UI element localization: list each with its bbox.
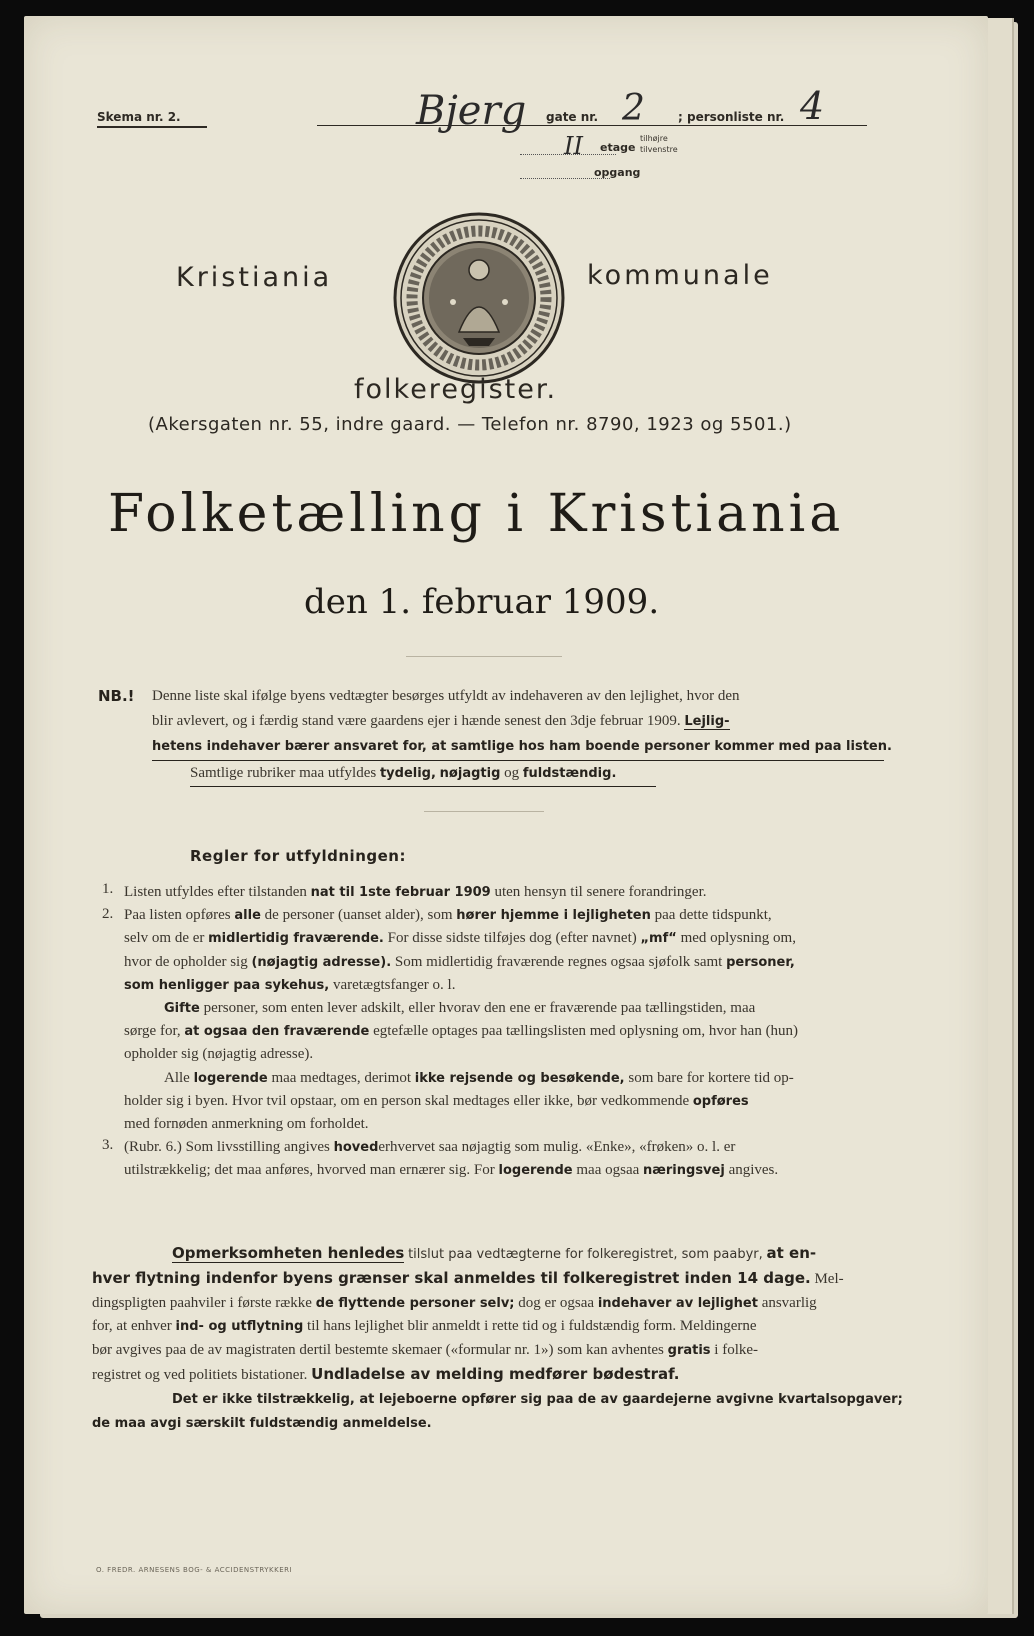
r2-5b: personer, som enten lever adskilt, eller hvorav den ene er fraværende paa tællingstiden, maa bbox=[203, 1000, 756, 1017]
r2-1c: de personer (uanset alder), som bbox=[264, 907, 453, 924]
nb-line-2-bold: Lejlig- bbox=[684, 713, 730, 729]
notice-line-2 bbox=[92, 1267, 912, 1292]
nb-line-3-bold: hetens indehaver bærer ansvaret for, at samtlige hos ham boende personer kommer med paa listen. bbox=[152, 739, 892, 754]
notice-2b: Mel- bbox=[814, 1270, 844, 1287]
notice-4a: for, at enhver bbox=[92, 1318, 172, 1335]
gate-number-handwritten: 2 bbox=[622, 88, 645, 129]
notice-paragraph bbox=[92, 1242, 912, 1435]
r2-2d: „mf“ bbox=[640, 931, 677, 947]
r2-4b: varetægtsfanger o. l. bbox=[332, 976, 456, 993]
nb-line-4-bold-nojagtig: nøjagtig bbox=[439, 765, 501, 781]
r2-6c: egtefælle optages paa tællingslisten med oplysning om, hvor han (hun) bbox=[373, 1023, 799, 1040]
document-title: Folketælling i Kristiania bbox=[108, 484, 845, 544]
census-form-page bbox=[24, 16, 988, 1614]
nb-line-4-text: Samtlige rubriker maa utfyldes bbox=[190, 764, 377, 781]
r1a: Listen utfyldes efter tilstanden bbox=[124, 884, 307, 900]
rule-number-2: 2. bbox=[102, 906, 114, 922]
r2-8e: som bare for kortere tid op- bbox=[628, 1069, 794, 1086]
nb-line-4-bold-fuldstaendig: fuldstændig. bbox=[522, 765, 617, 781]
gate-label: gate nr. bbox=[546, 110, 599, 124]
notice-line-7 bbox=[92, 1388, 912, 1412]
etage-label: etage bbox=[600, 141, 636, 154]
personliste-number-handwritten: 4 bbox=[800, 84, 825, 128]
document-date: den 1. februar 1909. bbox=[304, 582, 660, 622]
rule-2-line-7 bbox=[124, 1043, 894, 1066]
rule-2-line-2 bbox=[124, 927, 894, 950]
notice-4c: til hans lejlighet blir anmeldt i rette tid og i fuldstændig form. Meldingerne bbox=[307, 1318, 757, 1335]
city-seal-icon bbox=[393, 212, 565, 384]
r2-1a: Paa listen opføres bbox=[124, 907, 231, 924]
r2-2a: selv om de er bbox=[124, 930, 205, 947]
r3-1c: erhvervet saa nøjagtig som mulig. «Enke», «frøken» o. l. er bbox=[378, 1139, 736, 1156]
nb-line-1: Denne liste skal ifølge byens vedtægter besørges utfyldt av indehaveren av den lejlighet, hvor den bbox=[152, 688, 740, 704]
nb-line-4-bold-tydelig: tydelig, bbox=[379, 765, 436, 781]
tilvenstre-option: tilvenstre bbox=[640, 145, 678, 154]
notice-5c: i folke- bbox=[714, 1342, 759, 1359]
side-options bbox=[640, 133, 678, 155]
personliste-label: ; personliste nr. bbox=[678, 110, 785, 124]
notice-3e: ansvarlig bbox=[761, 1294, 817, 1311]
r2-10: med fornøden anmerkning om forholdet. bbox=[124, 1116, 369, 1133]
r2-9c: opføres bbox=[692, 1093, 749, 1109]
notice-line-5 bbox=[92, 1339, 912, 1363]
rule-2-line-4 bbox=[124, 974, 894, 997]
r2-4a: som henligger paa sykehus, bbox=[124, 977, 330, 993]
r2-8a: Alle bbox=[164, 1069, 190, 1086]
r2-3b: (nøjagtig adresse). bbox=[251, 954, 392, 970]
opgang-label: opgang bbox=[594, 166, 641, 179]
notice-line-1 bbox=[92, 1242, 912, 1267]
notice-3c: dog er ogsaa bbox=[518, 1294, 595, 1311]
notice-1b: tilslut paa vedtægterne for folkeregistret, som paabyr, bbox=[408, 1247, 763, 1262]
r2-6a: sørge for, bbox=[124, 1023, 181, 1040]
rules-list bbox=[124, 881, 894, 1183]
tilhojre-option: tilhøjre bbox=[640, 134, 668, 143]
r2-9a: holder sig i byen. bbox=[124, 1092, 229, 1109]
rule-2-line-10 bbox=[124, 1113, 894, 1136]
rule-1 bbox=[124, 881, 894, 904]
notice-8: de maa avgi særskilt fuldstændig anmeldelse. bbox=[92, 1415, 432, 1431]
notice-3a: dingspligten paahviler i første række bbox=[92, 1294, 312, 1311]
nb-line-2-text: blir avlevert, og i færdig stand være gaardens ejer i hænde senest den 3dje februar 1909. bbox=[152, 712, 681, 729]
notice-6a: registret og ved politiets bistationer. bbox=[92, 1366, 308, 1383]
rules-heading: Regler for utfyldningen: bbox=[190, 847, 406, 865]
nb-line-4 bbox=[190, 761, 656, 788]
rule-number-3: 3. bbox=[102, 1137, 114, 1153]
r3-2e: angives. bbox=[728, 1162, 779, 1179]
r2-1b: alle bbox=[234, 908, 261, 924]
nb-label: NB.! bbox=[98, 687, 135, 705]
office-second-line: folkeregister. bbox=[354, 374, 558, 405]
r2-3d: personer, bbox=[726, 954, 795, 970]
street-name-handwritten: Bjerg bbox=[416, 88, 527, 134]
notice-2a: hver flytning indenfor byens grænser skal anmeldes til folkeregistret inden 14 dage. bbox=[92, 1268, 811, 1287]
r3-1b: hoved bbox=[333, 1140, 379, 1156]
r3-1a: (Rubr. 6.) Som livsstilling angives bbox=[124, 1139, 330, 1156]
notice-line-6 bbox=[92, 1363, 912, 1388]
r2-2b: midlertidig fraværende. bbox=[208, 931, 384, 947]
r1c: uten hensyn til senere forandringer. bbox=[494, 884, 707, 900]
r1b: nat til 1ste februar 1909 bbox=[310, 885, 491, 900]
etage-handwritten: II bbox=[564, 132, 583, 160]
city-seal bbox=[393, 212, 565, 384]
notice-5a: bør avgives paa de av magistraten dertil bestemte skemaer («formular nr. 1») som kan avhentes bbox=[92, 1342, 664, 1359]
notice-1c: at en- bbox=[766, 1244, 817, 1262]
rule-3-line-2 bbox=[124, 1159, 894, 1182]
rule-3-line-1 bbox=[124, 1136, 894, 1159]
notice-5b: gratis bbox=[667, 1343, 711, 1359]
office-right-word: kommunale bbox=[587, 260, 773, 291]
rule-number-1: 1. bbox=[102, 881, 114, 897]
skema-text: Skema nr. 2. bbox=[97, 110, 181, 124]
notice-line-8 bbox=[92, 1412, 912, 1436]
nb-rule bbox=[424, 811, 544, 812]
r3-2a: utilstrækkelig; det maa anføres, hvorved man ernærer sig. For bbox=[124, 1162, 495, 1179]
notice-line-3 bbox=[92, 1292, 912, 1316]
r2-1e: paa dette tidspunkt, bbox=[654, 907, 772, 924]
nb-paragraph bbox=[152, 684, 892, 787]
nb-line-2 bbox=[152, 709, 892, 735]
notice-6b: Undladelse av melding medfører bødestraf. bbox=[311, 1364, 680, 1383]
r2-2c: For disse sidste tilføjes dog (efter navnet) bbox=[387, 930, 637, 947]
notice-3b: de flyttende personer selv; bbox=[315, 1295, 515, 1311]
r2-8b: logerende bbox=[193, 1070, 268, 1086]
address-line bbox=[317, 125, 867, 126]
r2-2e: med oplysning om, bbox=[680, 930, 796, 947]
notice-line-4 bbox=[92, 1315, 912, 1339]
office-address: (Akersgaten nr. 55, indre gaard. — Telefon nr. 8790, 1923 og 5501.) bbox=[148, 414, 792, 435]
rule-2-line-6 bbox=[124, 1020, 894, 1043]
notice-3d: indehaver av lejlighet bbox=[597, 1295, 758, 1311]
r2-3a: hvor de opholder sig bbox=[124, 953, 248, 970]
r2-1d: hører hjemme i lejligheten bbox=[456, 908, 651, 924]
r2-8d: ikke rejsende og besøkende, bbox=[414, 1070, 625, 1086]
r2-8c: maa medtages, derimot bbox=[271, 1069, 411, 1086]
printer-credit: O. FREDR. ARNESENS BOG- & ACCIDENSTRYKKERI bbox=[96, 1566, 293, 1574]
r2-9b: Hvor tvil opstaar, om en person skal medtages eller ikke, bør vedkommende bbox=[231, 1092, 690, 1109]
rule-2-line-9 bbox=[124, 1090, 894, 1113]
r2-5a: Gifte bbox=[164, 1001, 200, 1017]
notice-4b: ind- og utflytning bbox=[175, 1319, 304, 1335]
notice-7: Det er ikke tilstrækkelig, at lejeboerne opfører sig paa de av gaardejerne avgivne kvartalsopgaver; bbox=[172, 1391, 903, 1407]
rule-2-line-3 bbox=[124, 951, 894, 974]
office-left-word: Kristiania bbox=[176, 262, 333, 293]
rule-2-line-1 bbox=[124, 904, 894, 927]
r2-3c: Som midlertidig fraværende regnes ogsaa sjøfolk samt bbox=[394, 953, 723, 970]
title-rule bbox=[406, 656, 562, 657]
r2-7: opholder sig (nøjagtig adresse). bbox=[124, 1046, 314, 1063]
rule-2-line-8 bbox=[124, 1067, 894, 1090]
rule-2-line-5 bbox=[124, 997, 894, 1020]
nb-line-4-og: og bbox=[504, 764, 520, 781]
r3-2d: næringsvej bbox=[643, 1163, 725, 1179]
skema-label bbox=[97, 110, 207, 128]
r3-2c: maa ogsaa bbox=[576, 1162, 640, 1179]
nb-line-3 bbox=[152, 734, 892, 761]
r2-6b: at ogsaa den fraværende bbox=[184, 1024, 370, 1040]
notice-1a: Opmerksomheten henledes bbox=[172, 1244, 405, 1262]
r3-2b: logerende bbox=[498, 1163, 573, 1179]
